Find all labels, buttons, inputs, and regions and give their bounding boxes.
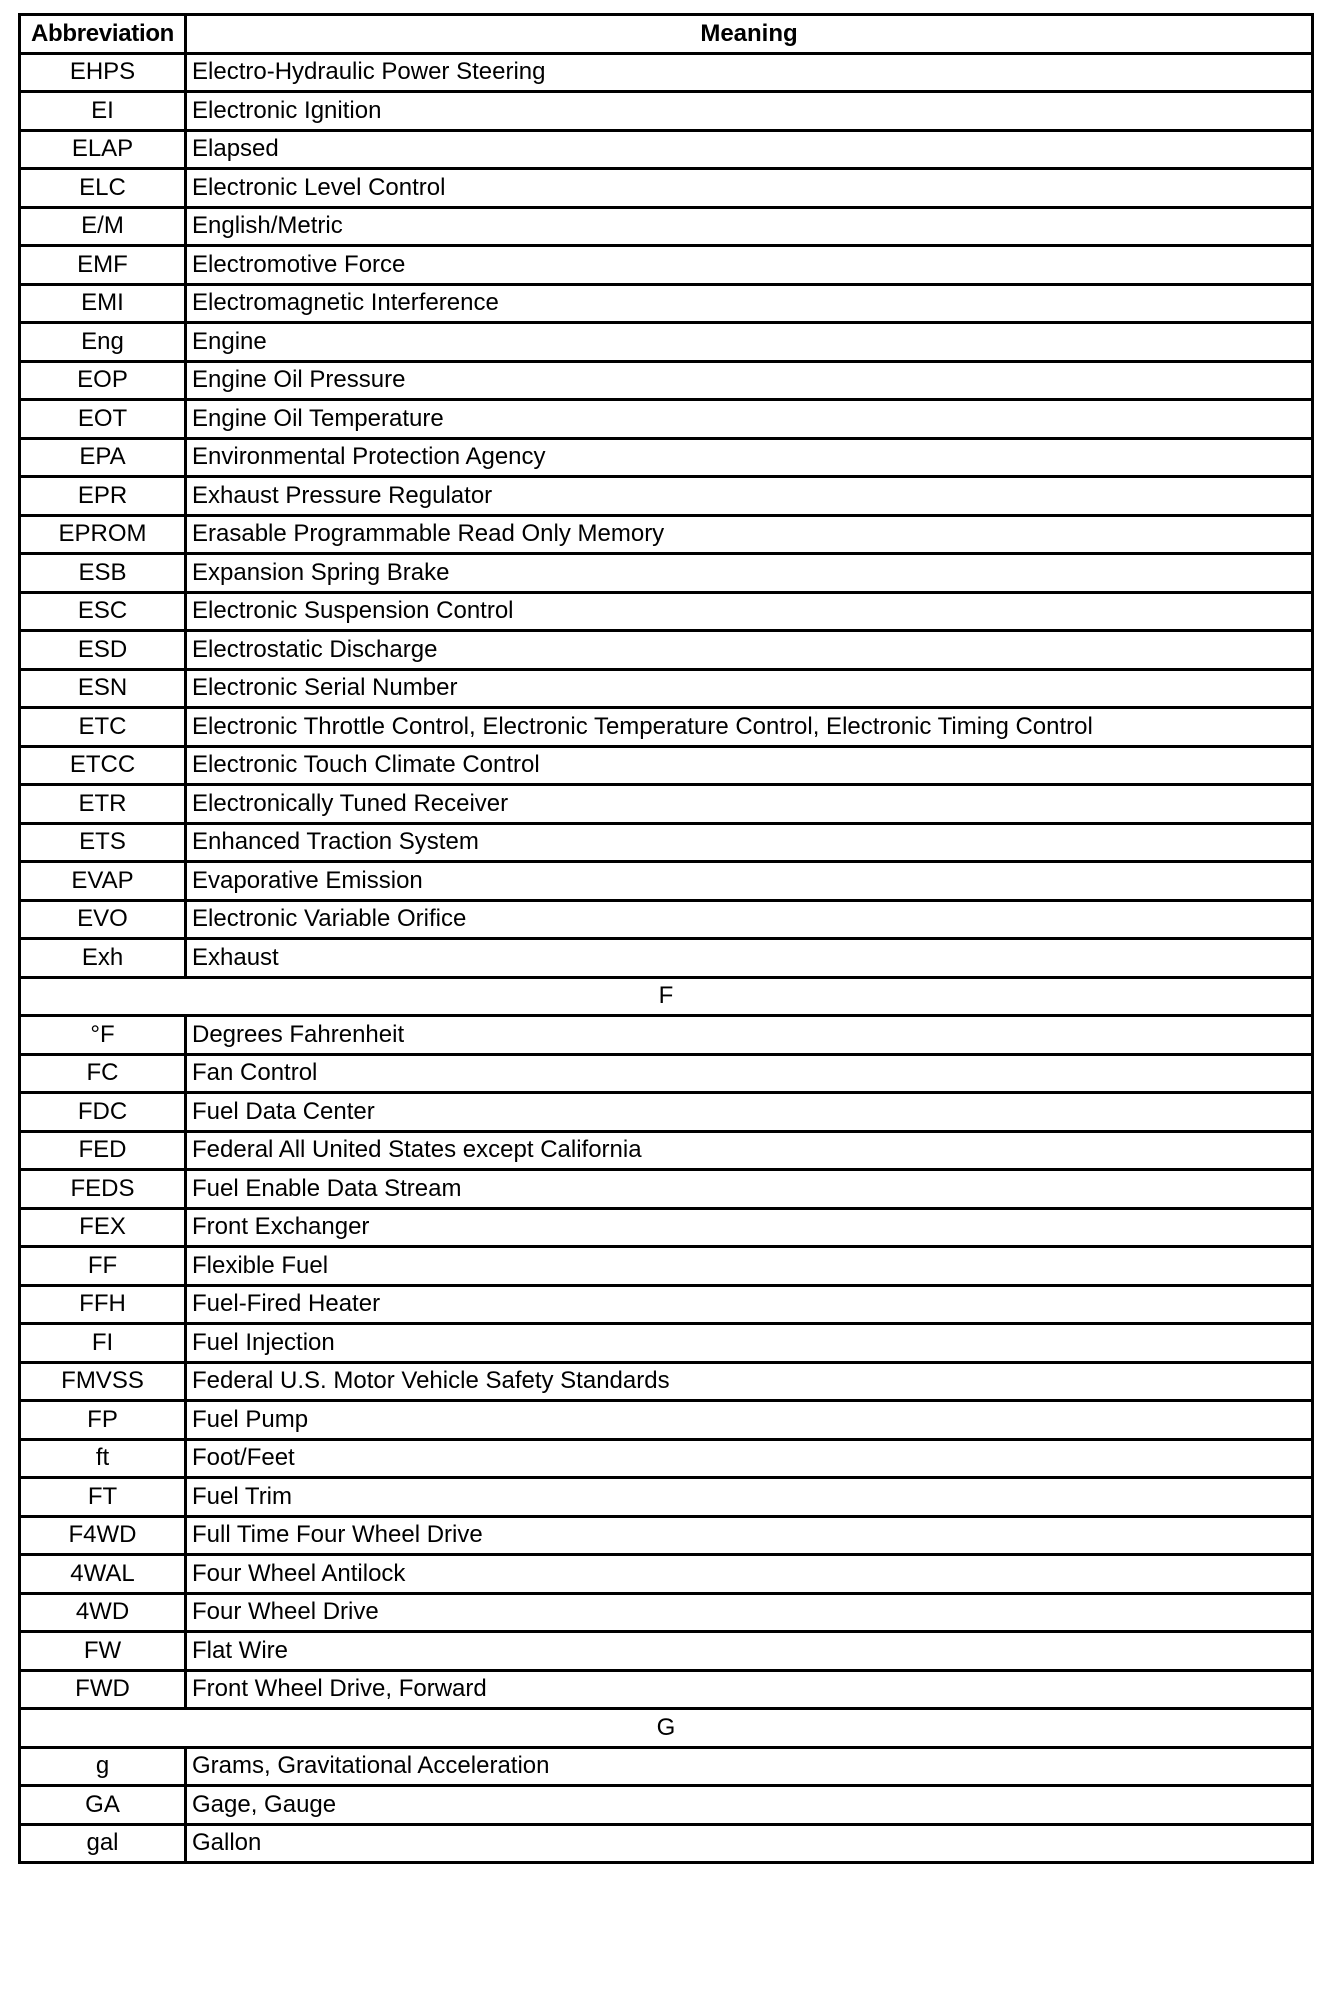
abbreviation-cell: EPR — [20, 477, 186, 516]
meaning-cell: Electronically Tuned Receiver — [186, 785, 1313, 824]
table-row — [20, 246, 1313, 285]
table-row — [20, 284, 1313, 323]
abbreviation-cell: Exh — [20, 939, 186, 978]
abbreviation-cell: FT — [20, 1478, 186, 1517]
meaning-cell: Evaporative Emission — [186, 862, 1313, 901]
meaning-cell: Electromagnetic Interference — [186, 284, 1313, 323]
abbreviation-cell: ESD — [20, 631, 186, 670]
abbreviation-table — [18, 13, 1314, 1864]
meaning-cell: Electronic Suspension Control — [186, 592, 1313, 631]
abbreviation-column-header: Abbreviation — [20, 15, 186, 54]
table-row — [20, 1170, 1313, 1209]
abbreviation-cell: F4WD — [20, 1516, 186, 1555]
abbreviation-cell: FDC — [20, 1093, 186, 1132]
meaning-cell: Front Exchanger — [186, 1208, 1313, 1247]
table-row — [20, 1324, 1313, 1363]
meaning-cell: Four Wheel Antilock — [186, 1555, 1313, 1594]
meaning-cell: Electronic Throttle Control, Electronic Temperature Control, Electronic Timing Control — [186, 708, 1313, 747]
meaning-cell: Four Wheel Drive — [186, 1593, 1313, 1632]
meaning-cell: Fuel Enable Data Stream — [186, 1170, 1313, 1209]
abbreviation-cell: FI — [20, 1324, 186, 1363]
abbreviation-cell: °F — [20, 1016, 186, 1055]
meaning-cell: Engine Oil Temperature — [186, 400, 1313, 439]
table-row — [20, 708, 1313, 747]
table-row — [20, 1824, 1313, 1863]
table-row — [20, 554, 1313, 593]
table-row — [20, 477, 1313, 516]
table-body — [20, 53, 1313, 1863]
meaning-cell: Federal All United States except California — [186, 1131, 1313, 1170]
table-row — [20, 130, 1313, 169]
table-row — [20, 515, 1313, 554]
meaning-cell: Fuel Trim — [186, 1478, 1313, 1517]
meaning-cell: Degrees Fahrenheit — [186, 1016, 1313, 1055]
table-row — [20, 669, 1313, 708]
table-row — [20, 1285, 1313, 1324]
abbreviation-cell: FFH — [20, 1285, 186, 1324]
table-row — [20, 823, 1313, 862]
table-row — [20, 900, 1313, 939]
table-row — [20, 400, 1313, 439]
abbreviation-cell: ETS — [20, 823, 186, 862]
table-row — [20, 1439, 1313, 1478]
abbreviation-cell: ESB — [20, 554, 186, 593]
table-row — [20, 1131, 1313, 1170]
table-row — [20, 438, 1313, 477]
table-row — [20, 785, 1313, 824]
abbreviation-cell: gal — [20, 1824, 186, 1863]
abbreviation-cell: EVO — [20, 900, 186, 939]
table-row — [20, 1054, 1313, 1093]
abbreviation-cell: EMI — [20, 284, 186, 323]
abbreviation-cell: ESN — [20, 669, 186, 708]
abbreviation-cell: EOP — [20, 361, 186, 400]
abbreviation-cell: EPA — [20, 438, 186, 477]
meaning-cell: Gallon — [186, 1824, 1313, 1863]
meaning-cell: Full Time Four Wheel Drive — [186, 1516, 1313, 1555]
meaning-cell: English/Metric — [186, 207, 1313, 246]
abbreviation-cell: ETC — [20, 708, 186, 747]
meaning-cell: Enhanced Traction System — [186, 823, 1313, 862]
abbreviation-cell: EI — [20, 92, 186, 131]
table-row — [20, 631, 1313, 670]
table-row — [20, 746, 1313, 785]
abbreviation-cell: ESC — [20, 592, 186, 631]
meaning-cell: Environmental Protection Agency — [186, 438, 1313, 477]
abbreviation-cell: Eng — [20, 323, 186, 362]
abbreviation-cell: EPROM — [20, 515, 186, 554]
table-row — [20, 1670, 1313, 1709]
abbreviation-cell: E/M — [20, 207, 186, 246]
table-row — [20, 169, 1313, 208]
meaning-cell: Foot/Feet — [186, 1439, 1313, 1478]
meaning-cell: Exhaust Pressure Regulator — [186, 477, 1313, 516]
meaning-cell: Expansion Spring Brake — [186, 554, 1313, 593]
meaning-cell: Grams, Gravitational Acceleration — [186, 1747, 1313, 1786]
table-row — [20, 1747, 1313, 1786]
abbreviation-cell: ETCC — [20, 746, 186, 785]
abbreviation-cell: FMVSS — [20, 1362, 186, 1401]
meaning-cell: Federal U.S. Motor Vehicle Safety Standards — [186, 1362, 1313, 1401]
meaning-cell: Erasable Programmable Read Only Memory — [186, 515, 1313, 554]
meaning-cell: Electronic Variable Orifice — [186, 900, 1313, 939]
abbreviation-cell: ft — [20, 1439, 186, 1478]
meaning-cell: Exhaust — [186, 939, 1313, 978]
table-row — [20, 361, 1313, 400]
meaning-cell: Electro-Hydraulic Power Steering — [186, 53, 1313, 92]
abbreviation-cell: 4WD — [20, 1593, 186, 1632]
table-row — [20, 1632, 1313, 1671]
section-row — [20, 1709, 1313, 1748]
meaning-cell: Gage, Gauge — [186, 1786, 1313, 1825]
abbreviation-cell: EMF — [20, 246, 186, 285]
section-letter: F — [20, 977, 1313, 1016]
abbreviation-cell: FP — [20, 1401, 186, 1440]
table-row — [20, 1786, 1313, 1825]
table-row — [20, 1362, 1313, 1401]
abbreviation-cell: GA — [20, 1786, 186, 1825]
table-row — [20, 92, 1313, 131]
table-row — [20, 323, 1313, 362]
table-row — [20, 1401, 1313, 1440]
abbreviation-cell: FWD — [20, 1670, 186, 1709]
meaning-cell: Electrostatic Discharge — [186, 631, 1313, 670]
abbreviation-cell: FW — [20, 1632, 186, 1671]
abbreviation-cell: g — [20, 1747, 186, 1786]
table-row — [20, 939, 1313, 978]
table-row — [20, 592, 1313, 631]
meaning-cell: Fuel-Fired Heater — [186, 1285, 1313, 1324]
table-row — [20, 1555, 1313, 1594]
abbreviation-cell: FEDS — [20, 1170, 186, 1209]
abbreviation-cell: EVAP — [20, 862, 186, 901]
header-row — [20, 15, 1313, 54]
table-row — [20, 1516, 1313, 1555]
section-letter: G — [20, 1709, 1313, 1748]
meaning-cell: Electronic Touch Climate Control — [186, 746, 1313, 785]
table-row — [20, 1593, 1313, 1632]
abbreviation-cell: FC — [20, 1054, 186, 1093]
meaning-cell: Electronic Level Control — [186, 169, 1313, 208]
meaning-cell: Fuel Data Center — [186, 1093, 1313, 1132]
abbreviation-cell: FEX — [20, 1208, 186, 1247]
abbreviation-cell: ELC — [20, 169, 186, 208]
abbreviation-cell: FED — [20, 1131, 186, 1170]
meaning-cell: Flat Wire — [186, 1632, 1313, 1671]
section-row — [20, 977, 1313, 1016]
abbreviation-cell: FF — [20, 1247, 186, 1286]
abbreviation-cell: ELAP — [20, 130, 186, 169]
table-row — [20, 862, 1313, 901]
meaning-column-header: Meaning — [186, 15, 1313, 54]
meaning-cell: Elapsed — [186, 130, 1313, 169]
meaning-cell: Front Wheel Drive, Forward — [186, 1670, 1313, 1709]
meaning-cell: Fan Control — [186, 1054, 1313, 1093]
table-row — [20, 207, 1313, 246]
table-row — [20, 1247, 1313, 1286]
meaning-cell: Fuel Injection — [186, 1324, 1313, 1363]
abbreviation-cell: ETR — [20, 785, 186, 824]
meaning-cell: Electromotive Force — [186, 246, 1313, 285]
meaning-cell: Electronic Ignition — [186, 92, 1313, 131]
meaning-cell: Fuel Pump — [186, 1401, 1313, 1440]
table-row — [20, 1478, 1313, 1517]
table-row — [20, 53, 1313, 92]
table-row — [20, 1016, 1313, 1055]
abbreviation-cell: 4WAL — [20, 1555, 186, 1594]
meaning-cell: Flexible Fuel — [186, 1247, 1313, 1286]
abbreviation-cell: EOT — [20, 400, 186, 439]
table-row — [20, 1208, 1313, 1247]
abbreviation-cell: EHPS — [20, 53, 186, 92]
meaning-cell: Electronic Serial Number — [186, 669, 1313, 708]
table-row — [20, 1093, 1313, 1132]
meaning-cell: Engine — [186, 323, 1313, 362]
meaning-cell: Engine Oil Pressure — [186, 361, 1313, 400]
